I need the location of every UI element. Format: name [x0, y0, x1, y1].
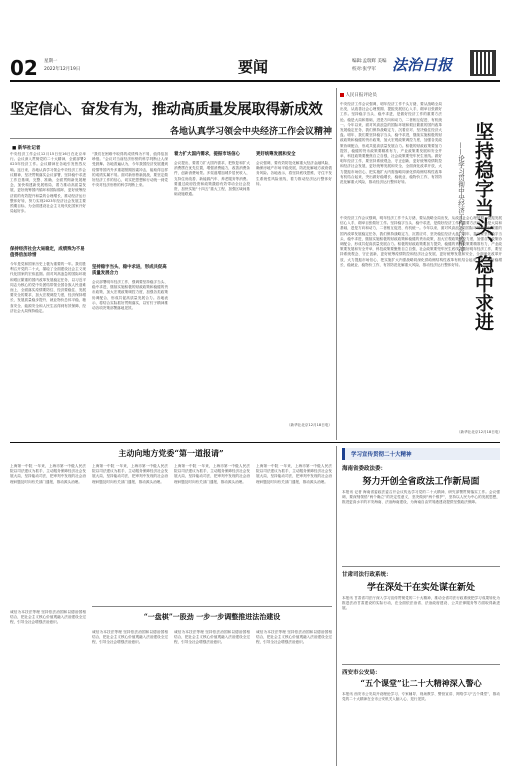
- commentary-subtitle: ——论学习贯彻中央经济工作会议精神: [457, 142, 465, 253]
- paragraph: 会议部署明年经济工作，强调要坚持稳字当头、稳中求进，继续实施积极的财政政策和稳健的货币政策，加大宏观政策调控力度，加强各类政策协调配合，形成共促高质量发展合力。各地表示，将结合实际抓好贯彻落实，以钉钉子精神推动各项决策部署落地见效。: [92, 280, 168, 311]
- masthead-rule: [10, 80, 500, 82]
- story-column: 诚信为本扶法等理 坚持依法治国和以德治国相结合，把社会主义核心价值观融入法治建设全过程，引导全社会增强法治意识。: [174, 630, 250, 645]
- story-title: 学在深处干在实处谋在新处: [366, 583, 475, 593]
- date-full: 2022年12月19日: [44, 67, 81, 72]
- newspaper-logo: 法治日报: [392, 56, 453, 74]
- commentary-label: [340, 92, 377, 98]
- fold-rule: [10, 442, 500, 443]
- story-hainan: [342, 464, 500, 564]
- page-number: 02: [10, 56, 38, 80]
- section-heading: 保持经济社会大局稳定，成绩殊为不易值得倍加珍惜: [10, 247, 85, 258]
- lead-dateline: ■ 新华社记者: [12, 146, 41, 151]
- lower-left: [10, 446, 332, 766]
- section-title: 要闻: [238, 58, 269, 76]
- lead-column-4: [256, 152, 332, 438]
- lead-headline: 坚定信心、奋发有为，推动高质量发展取得新成效: [10, 101, 323, 118]
- story-title: 努力开创全省政法工作新局面: [362, 477, 480, 487]
- masthead: [0, 0, 510, 86]
- date-weekday: 星期一: [44, 59, 58, 64]
- story-headline-2: “一盘棋”一股劲 一步一步调整推进法治建设: [143, 612, 281, 621]
- story-body: 本报讯 西安市公安局开设理论学习、专家辅导、现场教学、警营宣讲、网络学习“五个课堂”，推动党的二十大精神在全市公安机关入脑入心、见行见效。: [342, 692, 500, 702]
- label-marker-icon: [340, 93, 344, 97]
- lead-divider: [10, 138, 332, 139]
- lead-column-2: [92, 152, 168, 438]
- story-xian: [342, 668, 500, 766]
- paragraph: 会议提出，要着力扩大国内需求，把恢复和扩大消费摆在优先位置，增强消费能力，改善消费条件，创新消费场景。多渠道增加城乡居民收入，支持住房改善、新能源汽车、养老服务等消费。要通过政府投资和政策激励有效带动全社会投资，加快实施“十四五”重大工程，加强区域间基础设施联通。: [174, 161, 250, 197]
- paragraph: 中央经济工作会议12月15日至16日在北京举行。会议深入贯彻党的二十大精神，全面部署2023年经济工作。会议精神在各地引发热烈反响。连日来，各地认真学习领会中央经济工作会议精神，坚决贯彻落实会议部署，坚持稳中求进工作总基调，完整、准确、全面贯彻新发展理念，加快构建新发展格局，着力推动高质量发展，更好统筹国内循环和国际循环，更好统筹经济质的有效提升和量的合理增长，推动经济运行整体好转，努力实现2023年经济社会发展主要预期目标，为全面建设社会主义现代化国家开好局起好步。: [10, 152, 86, 214]
- story-column: 诚信为本扶法等理 坚持依法治国和以德治国相结合，把社会主义核心价值观融入法治建设全过程，引导全社会增强法治意识。: [92, 630, 168, 645]
- lead-column-3: [174, 152, 250, 438]
- story-body: 本报讯 甘肃省司法厅深入学习宣传贯彻党的二十大精神，推动全省司法行政系统把学习成果转化为推进法治甘肃建设的实际行动，在全面依法治省、法治政府建设、公共法律服务等方面取得新进展。: [342, 596, 500, 611]
- sidebar-divider: [336, 88, 337, 440]
- story-body: 本报讯 记者 海南省委政法委召开会议传达学习党的二十大精神，研究部署贯彻落实工作。会议强调，要深刻领悟“两个确立”的决定性意义，坚决做到“两个维护”，坚持以人民为中心的发展思想，推进更高水平的平安海南、法治海南建设，为海南自由贸易港建设提供坚强政法保障。: [342, 490, 500, 505]
- study-banner: [342, 448, 500, 460]
- story-column: 诚信为本扶法等理 坚持依法治国和以德治国相结合，把社会主义核心价值观融入法治建设全过程，引导全社会增强法治意识。: [10, 610, 86, 625]
- qr-code-icon: [470, 50, 496, 76]
- paragraph: 今年是党和国家历史上极为重要的一年。我们胜利召开党的二十大，描绘了全面建设社会主义现代化国家的宏伟蓝图。面对风高浪急的国际环境和艰巨繁重的国内改革发展稳定任务，以习近平同志为核心的党中央团结带领全国各族人民迎难而上，全面落实疫情要防住、经济要稳住、发展要安全的要求，加大宏观调控力度，经济保持增长，发展质量稳步提升，就业物价总体平稳，粮食安全、能源安全和人民生活得到有效保障，经济社会大局保持稳定。: [10, 262, 86, 313]
- story-column: 上海第一中院 一年来，上海市第一中级人民法院以司法建议为抓手，主动服务保障经济社会发展大局，坚持能动司法，把审判中发现的社会治理问题及时向有关部门通报，推动源头治理。: [174, 464, 250, 484]
- paragraph: 会议强调，要有效防范化解重大经济金融风险，确保房地产市场平稳发展，防范化解地方政府债务风险。各地表示，将坚持底线思维，守住不发生系统性风险底线，着力推动经济运行整体好转。: [256, 161, 332, 186]
- commentary-label-text: 人民日报评论员: [345, 93, 377, 98]
- story-title: “五个课堂”让二十大精神深入警心: [360, 678, 482, 688]
- story-kicker: 海南省委政法委：: [342, 466, 387, 472]
- story-kicker: 西安市公安局：: [342, 670, 381, 676]
- story-headline: 主动向地方党委“第一道报请”: [118, 448, 224, 458]
- commentary: [340, 92, 502, 438]
- proof-line: 校对:张学军: [352, 67, 377, 72]
- story-divider: [92, 606, 332, 607]
- section-heading: 着力扩大国内需求，提振市场信心: [174, 152, 240, 157]
- story-column: 诚信为本扶法等理 坚持依法治国和以德治国相结合，把社会主义核心价值观融入法治建设全过程，引导全社会增强法治意识。: [256, 630, 332, 645]
- lower-divider: [336, 446, 337, 766]
- story-gansu: [342, 570, 500, 662]
- lead-subheadline: 各地认真学习领会中央经济工作会议精神: [169, 127, 332, 137]
- story-column: 上海第一中院 一年来，上海市第一中级人民法院以司法建议为抓手，主动服务保障经济社会发展大局，坚持能动司法，把审判中发现的社会治理问题及时向有关部门通报，推动源头治理。: [256, 464, 332, 484]
- section-heading: 更好统筹发展和安全: [256, 152, 296, 157]
- commentary-title: 坚持稳字当头、稳中求进: [472, 122, 494, 331]
- story-column: 上海第一中院 一年来，上海市第一中级人民法院以司法建议为抓手，主动服务保障经济社会发展大局，坚持能动司法，把审判中发现的社会治理问题及时向有关部门通报，推动源头治理。: [10, 464, 86, 484]
- byline: （新华社北京12月18日电）: [286, 423, 332, 427]
- lead-story: [10, 152, 332, 440]
- section-heading: 坚持稳字当头、稳中求进，形成共促高质量发展合力: [92, 265, 167, 276]
- commentary-body-top: 中央经济工作会议强调，明年经济工作千头万绪，要从战略全局出发，从改善社会心理预期、提振发展信心入手，纲举目张做好工作。坚持稳字当头、稳中求进，是做好经济工作的重要方法论。稳是大局和基础，进是方向和动力，二者相互促进、有机统一。今年以来，面对风高浪急的国际环境和艰巨繁重的国内改革发展稳定任务，我们保持战略定力，沉着应对、坚决稳住经济大盘。明年，我们要坚持稳字当头、稳中求进，继续实施积极的财政政策和稳健的货币政策，加大宏观政策调控力度，加强各类政策协调配合，形成共促高质量发展合力。积极的财政政策要加力提效，稳健的货币政策要精准有力，产业政策要发展和安全并举，科技政策要聚焦自立自强，社会政策要兜牢民生底线。做好明年经济工作，要坚持系统观念、守正创新，更好统筹疫情防控和经济社会发展，更好统筹发展和安全，全面深化改革开放，大力提振市场信心，把实施扩大内需战略同深化供给侧结构性改革有机结合起来，突出做好稳增长、稳就业、稳物价工作，有效防范化解重大风险，推动经济运行整体好转。: [340, 102, 442, 185]
- story-column: 上海第一中院 一年来，上海市第一中级人民法院以司法建议为抓手，主动服务保障经济社会发展大局，坚持能动司法，把审判中发现的社会治理问题及时向有关部门通报，推动源头治理。: [92, 464, 168, 484]
- commentary-byline: （新华社北京12月18日电）: [456, 430, 502, 434]
- lead-column-1: [10, 152, 86, 438]
- paragraph: “我们在困难中取得的成绩殊为不易，值得倍加珍惜。”会议对当前经济形势的科学判断让人深受鼓舞。各地普遍认为，今年我国经济发展遇到疫情等国内外多重超预期因素冲击，能取得这样的成绩实属不易。面对新形势新挑战，要坚定做好经济工作的信心，切实把思想和行动统一到党中央对经济形势的科学判断上来。: [92, 152, 168, 188]
- banner-label: 学习宣传贯彻二十大精神: [351, 452, 412, 458]
- story-kicker: 甘肃司法行政系统：: [342, 572, 392, 578]
- story-divider: [342, 664, 500, 665]
- commentary-body: 中央经济工作会议强调，明年经济工作千头万绪，要从战略全局出发，从改善社会心理预期、提振发展信心入手，纲举目张做好工作。坚持稳字当头、稳中求进，是做好经济工作的重要方法论。稳是大局和基础，进是方向和动力，二者相互促进、有机统一。今年以来，面对风高浪急的国际环境和艰巨繁重的国内改革发展稳定任务，我们保持战略定力，沉着应对、坚决稳住经济大盘。明年，我们要坚持稳字当头、稳中求进，继续实施积极的财政政策和稳健的货币政策，加大宏观政策调控力度，加强各类政策协调配合，形成共促高质量发展合力。积极的财政政策要加力提效，稳健的货币政策要精准有力，产业政策要发展和安全并举，科技政策要聚焦自立自强，社会政策要兜牢民生底线。做好明年经济工作，要坚持系统观念、守正创新，更好统筹疫情防控和经济社会发展，更好统筹发展和安全，全面深化改革开放，大力提振市场信心，把实施扩大内需战略同深化供给侧结构性改革有机结合起来，突出做好稳增长、稳就业、稳物价工作，有效防范化解重大风险，推动经济运行整体好转。: [340, 216, 502, 267]
- story-divider: [342, 566, 500, 567]
- editors-line: 编辑:孟瑞辉 美编: [352, 59, 387, 64]
